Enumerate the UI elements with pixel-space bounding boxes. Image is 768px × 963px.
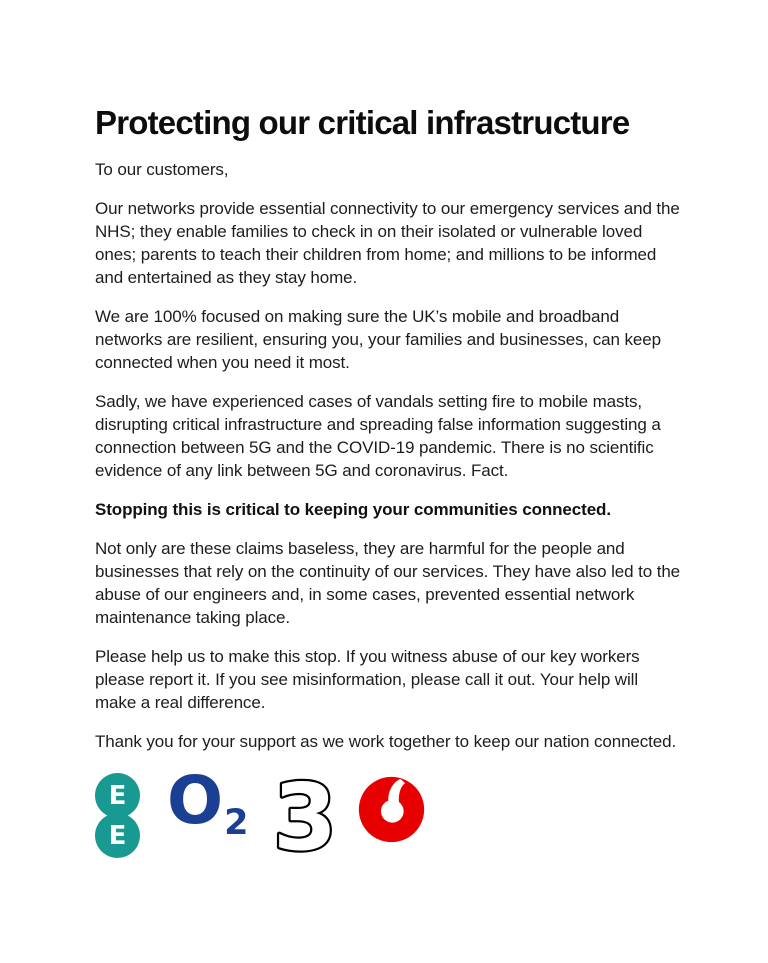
ee-letter: E — [108, 820, 127, 851]
paragraph-vandalism: Sadly, we have experienced cases of vandals setting fire to mobile masts, disrupting critical infrastructure and spreading false information suggesting a connection between 5G and the COVID-19 pandemic. There is no scientific evidence of any link between 5G and coronavirus. Fact. — [95, 392, 661, 480]
three-outline-icon — [267, 773, 343, 865]
o2-letter-o: O — [167, 762, 224, 839]
letter-body — [95, 158, 698, 753]
three-digit: 3 — [272, 773, 338, 865]
ee-logo-top-circle — [95, 773, 140, 818]
ee-logo-bottom-circle — [95, 813, 140, 858]
three-logo — [267, 773, 343, 870]
o2-logo — [167, 762, 249, 843]
vodafone-speechmark-icon — [356, 774, 427, 845]
page-title: Protecting our critical infrastructure — [95, 104, 630, 141]
paragraph-key-message: Stopping this is critical to keeping your communities connected. — [95, 500, 611, 519]
paragraph-call-to-action: Please help us to make this stop. If you witness abuse of our key workers please report it. If you see misinformation, please call it out. Your help will make a real difference. — [95, 647, 640, 712]
paragraph-networks: Our networks provide essential connectivity to our emergency services and the NHS; they enable families to check in on their isolated or vulnerable loved ones; parents to teach their children from home; and millions to be informed and entertained as they stay home. — [95, 199, 680, 287]
paragraph-focus: We are 100% focused on making sure the UK’s mobile and broadband networks are resilient, ensuring you, your families and businesses, can keep connected when you need it most. — [95, 307, 661, 372]
salutation: To our customers, — [95, 160, 229, 179]
vodafone-logo — [356, 774, 427, 850]
ee-logo — [95, 773, 140, 858]
ee-letter: E — [108, 780, 127, 811]
operator-logos-row — [95, 762, 698, 873]
o2-subscript-2: 2 — [224, 803, 249, 843]
paragraph-harm: Not only are these claims baseless, they are harmful for the people and businesses that rely on the continuity of our services. They have also led to the abuse of our engineers and, in some cases, prevented essential network maintenance taking place. — [95, 539, 681, 627]
paragraph-thanks: Thank you for your support as we work together to keep our nation connected. — [95, 732, 677, 751]
